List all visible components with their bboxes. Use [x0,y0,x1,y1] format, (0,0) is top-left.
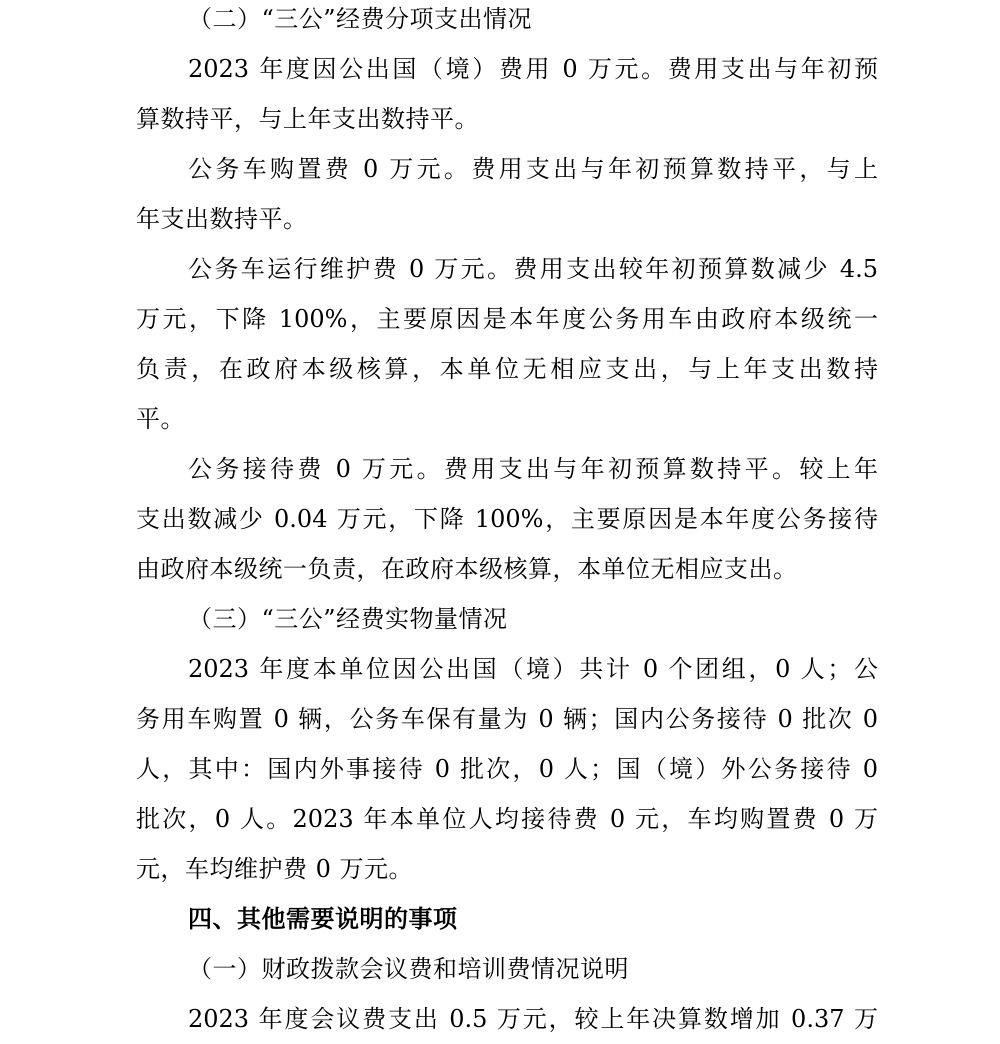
paragraph-line: 元，车均维护费 0 万元。 [136,855,414,883]
paragraph-line: 公务车运行维护费 0 万元。费用支出较年初预算数减少 4.5 [188,255,878,283]
paragraph-line: 万元，下降 100%，主要原因是本年度公务用车由政府本级统一 [136,305,878,333]
paragraph-line: 2023 年度因公出国（境）费用 0 万元。费用支出与年初预 [188,55,878,83]
section-heading-meeting-training-fees: （一）财政拨款会议费和培训费情况说明 [188,955,629,983]
paragraph-line: 公务车购置费 0 万元。费用支出与年初预算数持平，与上 [188,155,878,183]
section-heading-three-public-items: （二）“三公”经费分项支出情况 [188,5,533,33]
paragraph-line: 人，其中：国内外事接待 0 批次，0 人；国（境）外公务接待 0 [136,755,878,783]
paragraph-line: 负责，在政府本级核算，本单位无相应支出，与上年支出数持 [136,355,878,383]
paragraph-line: 平。 [136,405,185,433]
section-heading-physical-quantity: （三）“三公”经费实物量情况 [188,605,508,633]
paragraph-line: 年支出数持平。 [136,205,308,233]
paragraph-line: 2023 年度本单位因公出国（境）共计 0 个团组，0 人；公 [188,655,878,683]
section-heading-other-matters: 四、其他需要说明的事项 [188,905,458,933]
paragraph-line: 由政府本级统一负责，在政府本级核算，本单位无相应支出。 [136,555,798,583]
paragraph-line: 务用车购置 0 辆，公务车保有量为 0 辆；国内公务接待 0 批次 0 [136,705,878,733]
paragraph-line: 算数持平，与上年支出数持平。 [136,105,479,133]
document-page [136,0,878,1044]
paragraph-line: 批次，0 人。2023 年本单位人均接待费 0 元，车均购置费 0 万 [136,805,878,833]
paragraph-line: 支出数减少 0.04 万元，下降 100%，主要原因是本年度公务接待 [136,505,878,533]
paragraph-line: 公务接待费 0 万元。费用支出与年初预算数持平。较上年 [188,455,878,483]
paragraph-line: 2023 年度会议费支出 0.5 万元，较上年决算数增加 0.37 万 [188,1005,878,1033]
